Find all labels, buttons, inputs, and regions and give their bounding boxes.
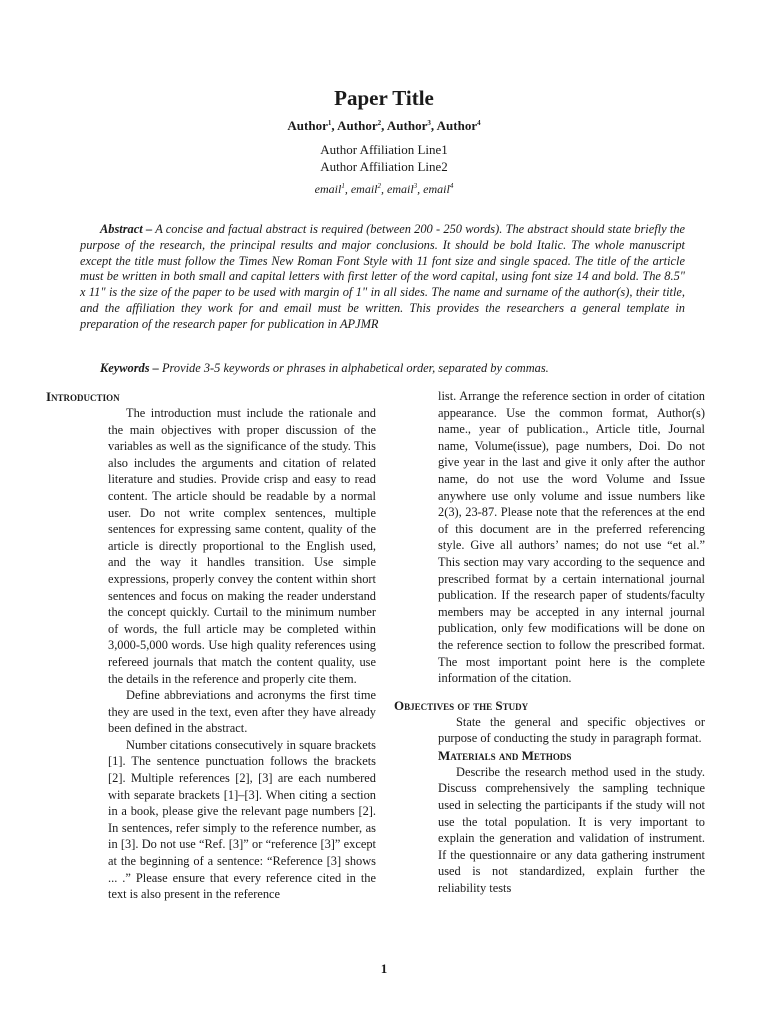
- abstract-text: A concise and factual abstract is required (between 200 - 250 words). The abstract should state briefly the purpose of the research, the principal results and major conclusions. It should be bold Italic. The whole manuscript except the title must follow the Times New Roman Font Style with 11 font size and single spaced. The title of the article must be written in both small and capital letters with first letter of the word capital, using font size 14 and bold. The 8.5" x 11" is the size of the paper to be used with margin of 1" in all sides. The name and surname of the author(s), their title, and the affiliation they work for and email must be written. This provides the researchers a general template in preparation of the research paper for publication in APJMR: [80, 222, 686, 331]
- email-name: email: [350, 182, 378, 196]
- author-sup: 3: [427, 119, 431, 127]
- author-sup: 1: [327, 119, 332, 127]
- methods-paragraph: Describe the research method used in the study. Discuss comprehensively the sampling technique used in selecting the participants if the study will not use the total population. It is very important to explain the generation and validation of instrument. If the questionnaire or any data gathering instrument used is not standardized, explain further the reliability tests: [438, 764, 705, 896]
- affiliation-line-2: Author Affiliation Line2: [320, 159, 448, 174]
- author-name: Author: [287, 118, 328, 133]
- objectives-heading: Objectives of the Study: [394, 697, 529, 713]
- abstract: [80, 222, 685, 333]
- methods-heading: Materials and Methods: [438, 747, 572, 763]
- author-name: Author: [436, 118, 478, 133]
- right-column: [394, 388, 705, 897]
- reference-continuation: list. Arrange the reference section in order of citation appearance. Use the common format, Author(s) name., year of publication., Article title, Journal name, Volume(issue), page numbers, Doi. Do not give year in the last and give it only after the author name, do not use the word Volume and Issue anywhere use only volume and issue numbers like 2(3), 23-87. Please note that the references at the end of this document are in the preferred referencing style. Give all authors’ names; do not use “et al.” This section may vary according to the sequence and prescribed format by a certain international journal publication. If the research paper of students/faculty members may be accepted in any internal journal publication, only few modifications will be done on the reference section to follow the prescribed format. The most important point here is the complete information of the citation.: [438, 389, 705, 686]
- keywords: [80, 361, 685, 377]
- email-sup: 1: [341, 182, 345, 190]
- author-name: Author: [386, 118, 428, 133]
- intro-paragraph-3: Number citations consecutively in square brackets [1]. The sentence punctuation follows the brackets [2]. Multiple references [2], [3] are each numbered with separate brackets [1]–[3]. When citing a section in a book, please give the relevant page numbers [2]. In sentences, refer simply to the reference number, as in [3]. Do not use “Ref. [3]” or “reference [3]” except at the beginning of a sentence: “Reference [3] shows ... .” Please ensure that every reference cited in the text is also present in the reference: [108, 737, 376, 902]
- email-sup: 3: [413, 182, 418, 190]
- paper-title: Paper Title: [334, 86, 434, 110]
- email-name: email: [387, 182, 414, 196]
- page-number: 1: [380, 961, 388, 976]
- email-name: email: [314, 182, 342, 196]
- email-sup: 4: [449, 182, 454, 190]
- left-column: [46, 388, 376, 903]
- author-sup: 4: [477, 119, 481, 127]
- author-sup: 2: [377, 119, 382, 127]
- email-sup: 2: [377, 182, 381, 190]
- author-list: Author$^1$, Author$^2$, Author$^3$, Author$^4$: [287, 118, 481, 133]
- author-name: Author: [337, 118, 378, 133]
- keywords-text: Provide 3-5 keywords or phrases in alphabetical order, separated by commas.: [161, 361, 549, 375]
- keywords-label: Keywords –: [100, 361, 159, 375]
- introduction-heading: Introduction: [46, 389, 120, 404]
- objectives-paragraph: State the general and specific objectives or purpose of conducting the study in paragraph format.: [438, 714, 705, 746]
- introduction-body: [46, 405, 376, 903]
- abstract-label: Abstract –: [100, 222, 153, 236]
- email-list: email$^1$, email$^2$, email$^3$, email$^4$: [314, 182, 454, 196]
- email-name: email: [423, 182, 450, 196]
- intro-paragraph-2: Define abbreviations and acronyms the first time they are used in the text, even after they have already been defined in the abstract.: [108, 688, 376, 736]
- intro-paragraph-1: The introduction must include the rationale and the main objectives with proper discussion of the variables as well as the significance of the study. This also includes the arguments and citation of related literature and studies. Provide crisp and easy to read content. The article should be readable by a normal user. Do not write complex sentences, multiple sentences for expressing same content, quality of the article is directly proportional to the English used, and the way it handles transition. Use simple expressions, properly convey the content within short sentences and focus on making the reader understand the concept quickly. Curtail to the minimum number of words, the full article may be completed within 3,000-5,000 words. Use high quality references using refereed journals that match the content quality, use the details in the reference and properly cite them.: [108, 406, 376, 686]
- affiliation-line-1: Author Affiliation Line1: [320, 142, 448, 157]
